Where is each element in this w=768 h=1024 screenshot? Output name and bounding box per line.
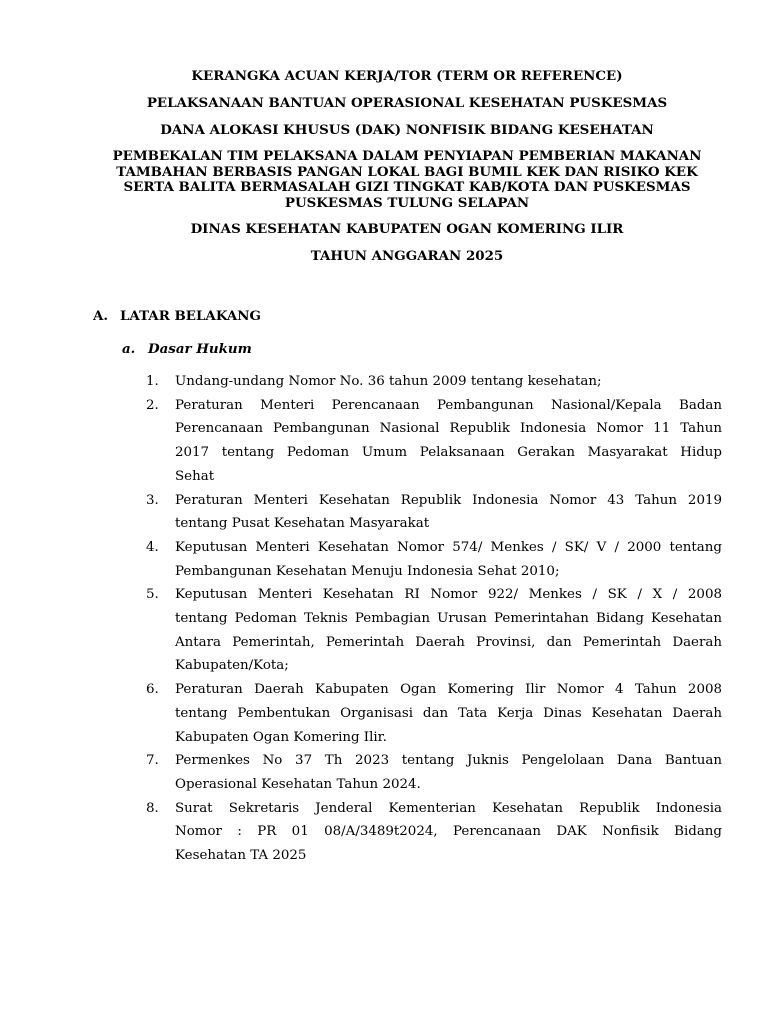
title-line-6: TAHUN ANGGARAN 2025 [310, 248, 504, 264]
list-item-line: tentang Pedoman Teknis Pembagian Urusan Pemerintahan Bidang Kesehatan [175, 611, 722, 627]
list-item-line: Peraturan Menteri Perencanaan Pembangunan Nasional/Kepala Badan [175, 397, 722, 413]
subsection-title: Dasar Hukum [148, 341, 252, 357]
list-item [146, 749, 722, 796]
list-item-text [175, 678, 722, 749]
list-item [146, 370, 722, 394]
list-item-number: 1. [146, 374, 159, 389]
list-item-line: Kabupaten/Kota; [175, 658, 289, 674]
list-item-text [175, 797, 722, 868]
list-item-text [175, 749, 722, 796]
list-item-line: 2017 tentang Pedoman Umum Pelaksanaan Gerakan Masyarakat Hidup [175, 445, 722, 461]
list-item-number: 6. [146, 682, 159, 698]
list-item-text [175, 489, 722, 536]
list-item-line: tentang Pusat Kesehatan Masyarakat [175, 516, 430, 532]
list-item [146, 797, 722, 868]
list-item-line: Sehat [175, 468, 215, 484]
subsection-heading [122, 341, 252, 357]
list-item-line: Operasional Kesehatan Tahun 2024. [175, 776, 421, 792]
legal-basis-list [146, 370, 722, 868]
list-item-line: tentang Pembentukan Organisasi dan Tata Kerja Dinas Kesehatan Daerah [175, 705, 722, 721]
list-item-line: Keputusan Menteri Kesehatan RI Nomor 922/ Menkes / SK / X / 2008 [175, 587, 722, 603]
list-item-line: Perencanaan Pembangunan Nasional Republik Indonesia Nomor 11 Tahun [175, 421, 722, 437]
list-item-line: Kabupaten Ogan Komering Ilir. [175, 729, 387, 745]
list-item-line: Peraturan Daerah Kabupaten Ogan Komering Ilir Nomor 4 Tahun 2008 [175, 682, 722, 698]
document-title-block [90, 68, 724, 275]
title-line-4-part: PEMBEKALAN TIM PELAKSANA DALAM PENYIAPAN PEMBERIAN MAKANAN [112, 148, 702, 164]
list-item-line: Surat Sekretaris Jenderal Kementerian Kesehatan Republik Indonesia [175, 800, 722, 816]
list-item [146, 489, 722, 536]
title-line-5: DINAS KESEHATAN KABUPATEN OGAN KOMERING ILIR [190, 221, 624, 237]
list-item-line: Keputusan Menteri Kesehatan Nomor 574/ Menkes / SK/ V / 2000 tentang [175, 539, 722, 555]
list-item-number: 4. [146, 539, 159, 555]
title-line-3: DANA ALOKASI KHUSUS (DAK) NONFISIK BIDANG KESEHATAN [160, 122, 654, 138]
title-line-2: PELAKSANAAN BANTUAN OPERASIONAL KESEHATAN PUSKESMAS [146, 95, 668, 111]
list-item-text [175, 583, 722, 678]
list-item-line: Nomor : PR 01 08/A/3489t2024, Perencanaan DAK Nonfisik Bidang [175, 824, 722, 840]
list-item-text [175, 536, 722, 583]
list-item-number: 5. [146, 587, 159, 603]
list-item [146, 536, 722, 583]
list-item [146, 678, 722, 749]
list-item [146, 583, 722, 678]
list-item-text [175, 394, 722, 489]
list-item-number: 3. [146, 492, 159, 508]
list-item-line: Antara Pemerintah, Pemerintah Daerah Provinsi, dan Pemerintah Daerah [175, 634, 722, 650]
list-item-line: Pembangunan Kesehatan Menuju Indonesia Sehat 2010; [175, 563, 560, 579]
subsection-letter: a. [122, 341, 136, 357]
list-item [146, 394, 722, 489]
list-item-line: Permenkes No 37 Th 2023 tentang Juknis Pengelolaan Dana Bantuan [175, 753, 722, 769]
section-heading [93, 308, 261, 324]
list-item-line: Peraturan Menteri Kesehatan Republik Indonesia Nomor 43 Tahun 2019 [175, 492, 722, 508]
list-item-number: 8. [146, 800, 159, 816]
title-line-4 [90, 149, 724, 211]
list-item-line: Undang-undang Nomor No. 36 tahun 2009 tentang kesehatan; [175, 374, 602, 389]
list-item-number: 7. [146, 753, 159, 769]
title-line-1: KERANGKA ACUAN KERJA/TOR (TERM OR REFERENCE) [191, 68, 623, 84]
section-title: LATAR BELAKANG [120, 308, 261, 324]
list-item-number: 2. [146, 397, 159, 413]
title-line-4-part: TAMBAHAN BERBASIS PANGAN LOKAL BAGI BUMIL KEK DAN RISIKO KEK [116, 163, 698, 180]
list-item-line: Kesehatan TA 2025 [175, 848, 307, 864]
section-letter: A. [93, 308, 109, 324]
title-line-4-part: PUSKESMAS TULUNG SELAPAN [284, 194, 530, 211]
list-item-text [175, 370, 722, 394]
title-line-4-part: SERTA BALITA BERMASALAH GIZI TINGKAT KAB/KOTA DAN PUSKESMAS [123, 179, 691, 195]
